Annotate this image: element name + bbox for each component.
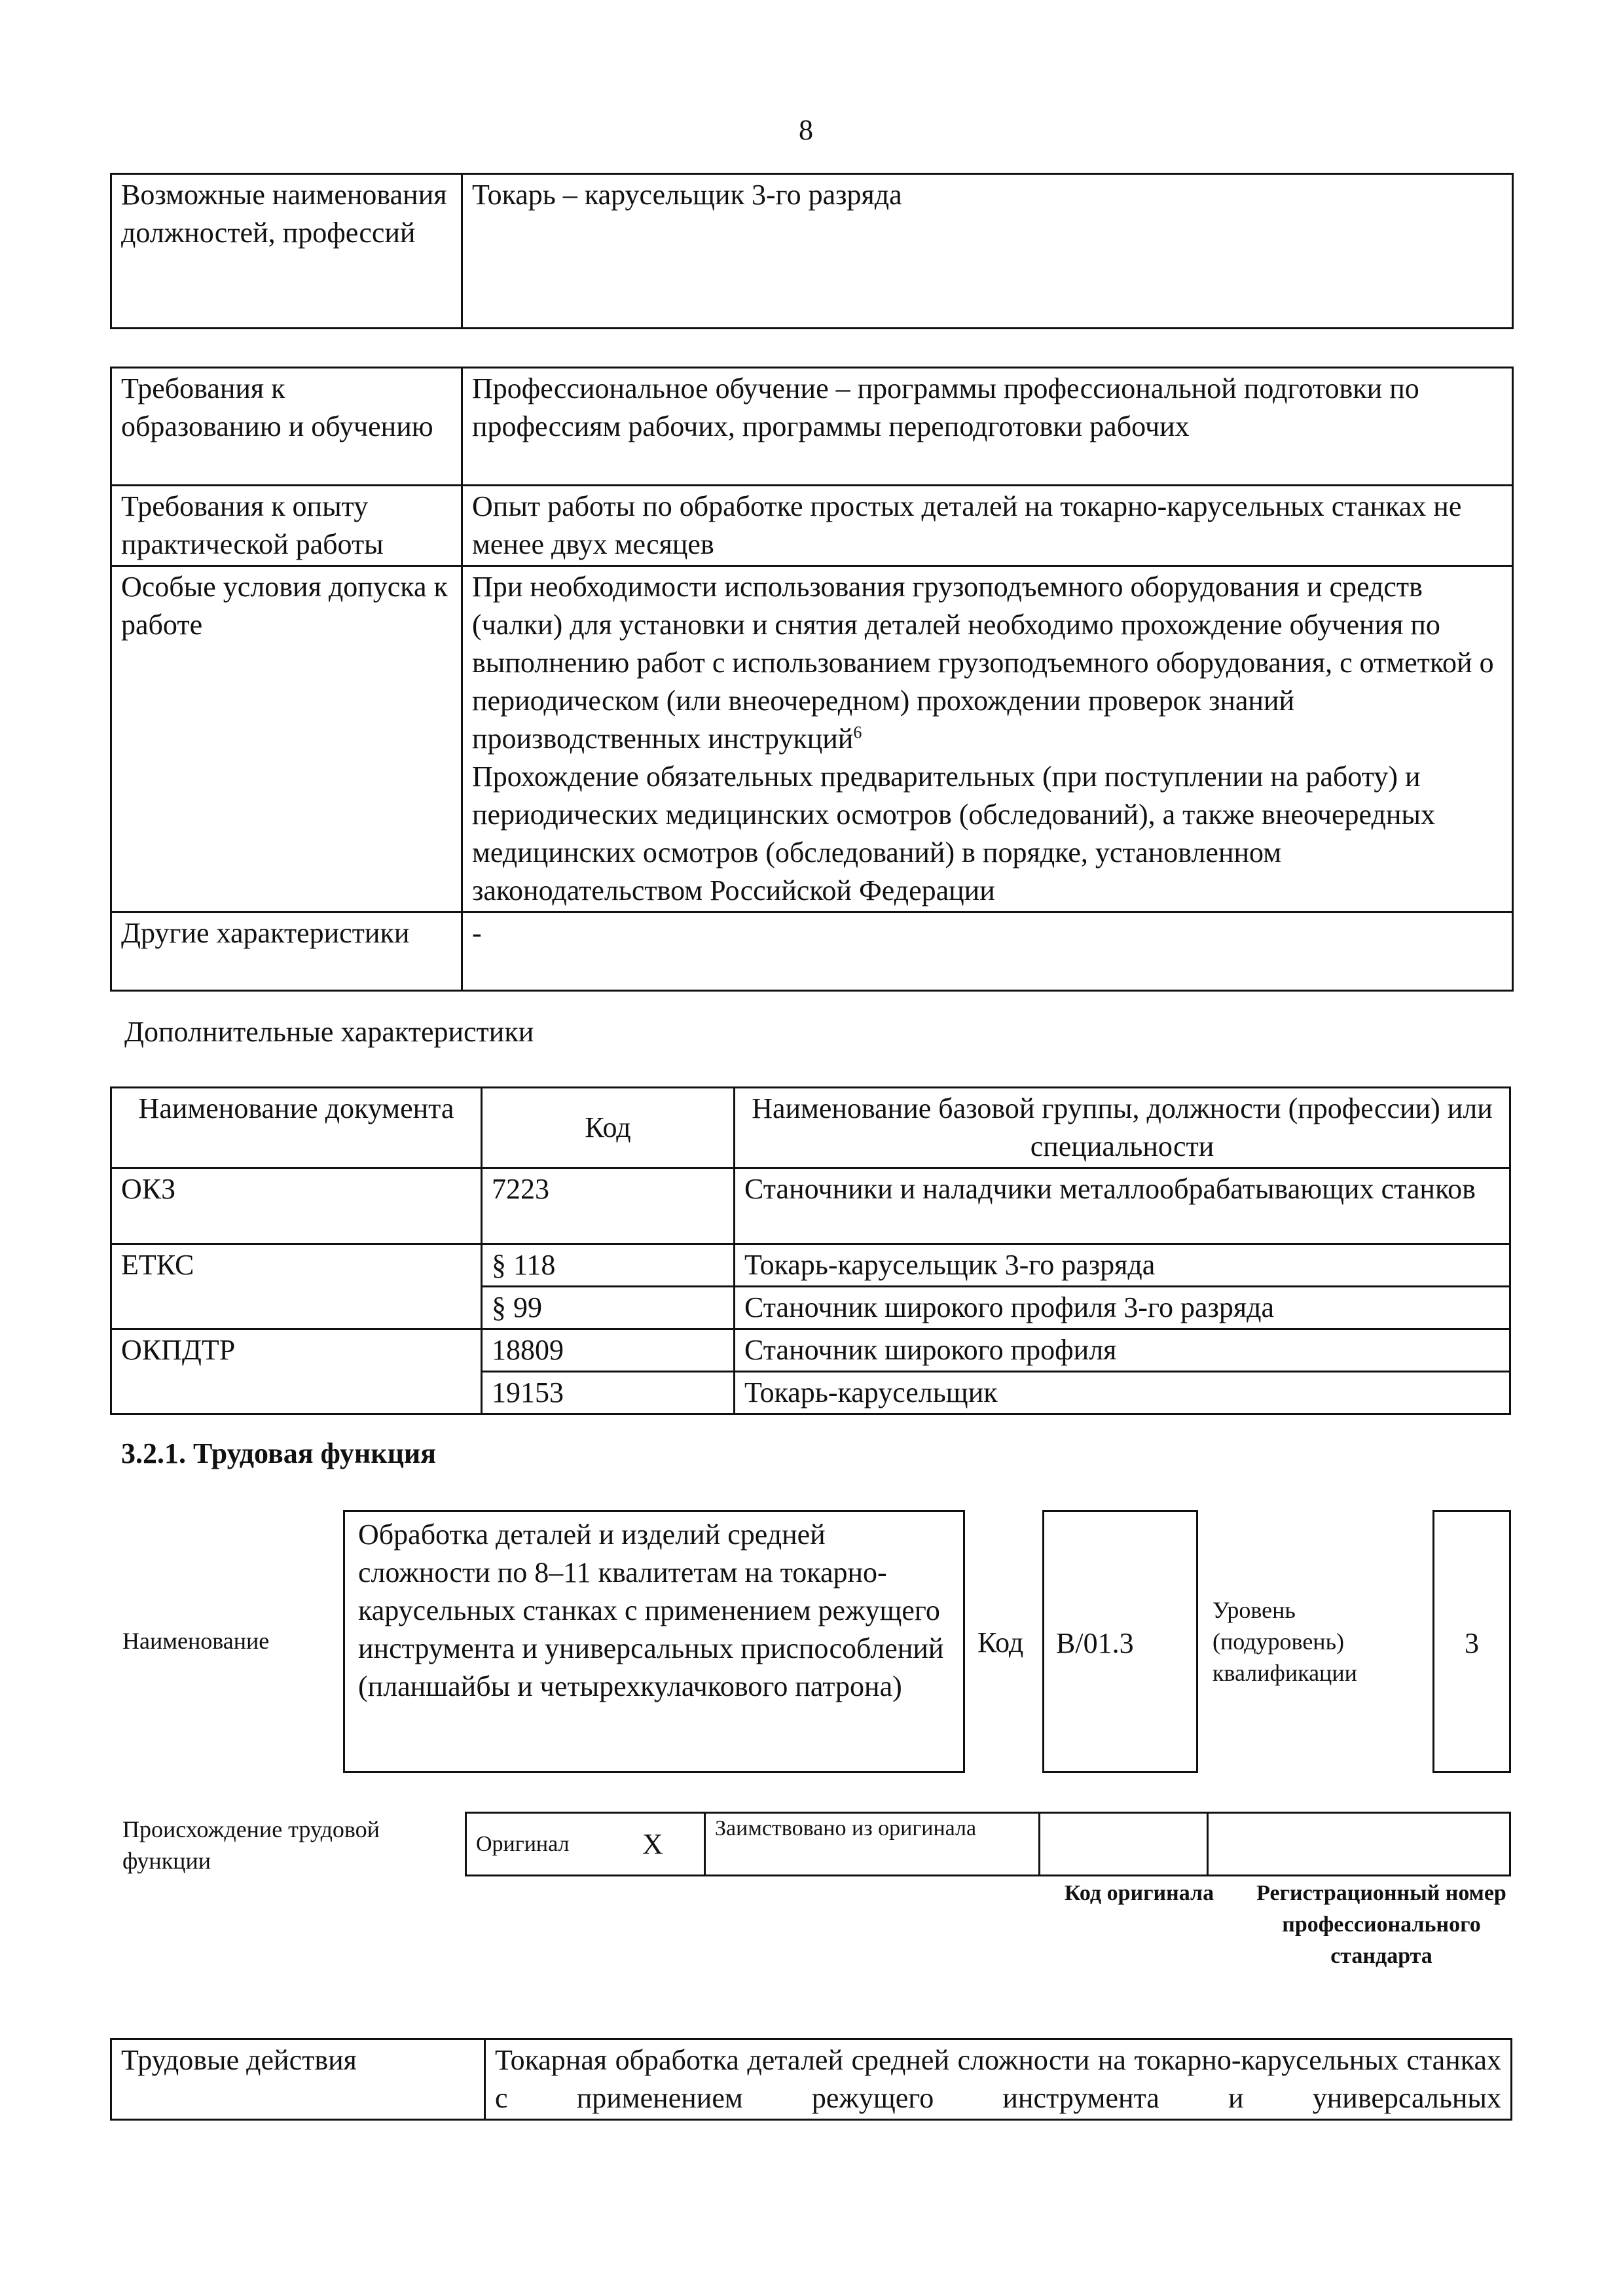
additional-title: Дополнительные характеристики	[124, 1016, 534, 1048]
function-name-value: Обработка деталей и изделий средней сложности по 8–11 квалитетам на токарно-карусельных станках с применением режущего инструмента и универсальных приспособлений (планшайбы и четырехкулачкового патрона)	[358, 1518, 944, 1702]
row-name: Станочник широкого профиля	[735, 1329, 1510, 1372]
row-name: Станочники и наладчики металлообрабатывающих станков	[735, 1168, 1510, 1244]
row-doc: ОКПДТР	[111, 1329, 482, 1414]
footnote-mark: 6	[853, 723, 862, 742]
actions-label: Трудовые действия	[111, 2039, 485, 2120]
row-doc: ЕТКС	[111, 1244, 482, 1329]
row-code: 19153	[482, 1372, 735, 1414]
origin-code-caption: Код оригинала	[1064, 1881, 1214, 1905]
origin-reg-cell	[1208, 1813, 1510, 1876]
origin-code-cell	[1040, 1813, 1208, 1876]
page-number: 8	[799, 114, 813, 146]
origin-original-label: Оригинал	[466, 1813, 634, 1876]
function-code-label: Код	[977, 1626, 1024, 1659]
function-code-box	[1042, 1510, 1198, 1773]
special-conditions-text-1: При необходимости использования грузоподъемного оборудования и средств (чалки) для установки и снятия деталей необходимо прохождение обучения по выполнению работ с использованием грузоподъемного оборудования, с отметкой о периодическом (или внеочередном) прохождении проверок знаний производственных инструкций	[472, 571, 1494, 755]
function-level-value: 3	[1465, 1627, 1479, 1659]
origin-reg-caption: Регистрационный номер профессионального стандарта	[1256, 1881, 1506, 1968]
function-level-label: Уровень (подуровень) квалификации	[1213, 1597, 1357, 1686]
function-heading: 3.2.1. Трудовая функция	[121, 1437, 437, 1469]
row-code: § 99	[482, 1287, 735, 1329]
row-name: Токарь-карусельщик 3-го разряда	[735, 1244, 1510, 1287]
header-name: Наименование базовой группы, должности (профессии) или специальности	[735, 1088, 1510, 1168]
origin-label: Происхождение трудовой функции	[122, 1816, 380, 1874]
origin-original-mark: X	[633, 1813, 705, 1876]
experience-label: Требования к опыту практической работы	[111, 486, 462, 566]
function-name-box	[343, 1510, 965, 1773]
special-conditions-text-2: Прохождение обязательных предварительных (при поступлении на работу) и периодических медицинских осмотров (обследований), а также внеочередных медицинских осмотров (обследований) в порядке, установленном законодательством Российской Федерации	[472, 761, 1435, 906]
table-row	[111, 1329, 1510, 1372]
requirements-table	[110, 367, 1514, 992]
header-document: Наименование документа	[111, 1088, 482, 1168]
row-name: Станочник широкого профиля 3-го разряда	[735, 1287, 1510, 1329]
row-code: 18809	[482, 1329, 735, 1372]
education-label: Требования к образованию и обучению	[111, 368, 462, 486]
header-code: Код	[482, 1088, 735, 1168]
function-code-value: В/01.3	[1056, 1627, 1134, 1659]
function-name-label: Наименование	[122, 1628, 270, 1654]
origin-table	[465, 1812, 1511, 1876]
row-name: Токарь-карусельщик	[735, 1372, 1510, 1414]
function-level-box	[1432, 1510, 1511, 1773]
origin-borrowed-label: Заимствовано из оригинала	[705, 1813, 1040, 1876]
table-row	[111, 1168, 1510, 1244]
actions-value: Токарная обработка деталей средней сложности на токарно-карусельных станках с применением режущего инструмента и универсальных	[485, 2039, 1512, 2120]
row-doc: ОКЗ	[111, 1168, 482, 1244]
experience-value: Опыт работы по обработке простых деталей на токарно-карусельных станках не менее двух месяцев	[462, 486, 1513, 566]
special-conditions-label: Особые условия допуска к работе	[111, 566, 462, 912]
additional-table	[110, 1086, 1511, 1415]
positions-value: Токарь – карусельщик 3-го разряда	[462, 174, 1513, 329]
table-row	[111, 1244, 1510, 1287]
other-value: -	[462, 912, 1513, 991]
education-value: Профессиональное обучение – программы профессиональной подготовки по профессиям рабочих, программы переподготовки рабочих	[462, 368, 1513, 486]
other-label: Другие характеристики	[111, 912, 462, 991]
positions-table	[110, 173, 1514, 329]
special-conditions-value	[462, 566, 1513, 912]
positions-label: Возможные наименования должностей, профессий	[111, 174, 462, 329]
row-code: 7223	[482, 1168, 735, 1244]
actions-table	[110, 2038, 1512, 2121]
row-code: § 118	[482, 1244, 735, 1287]
